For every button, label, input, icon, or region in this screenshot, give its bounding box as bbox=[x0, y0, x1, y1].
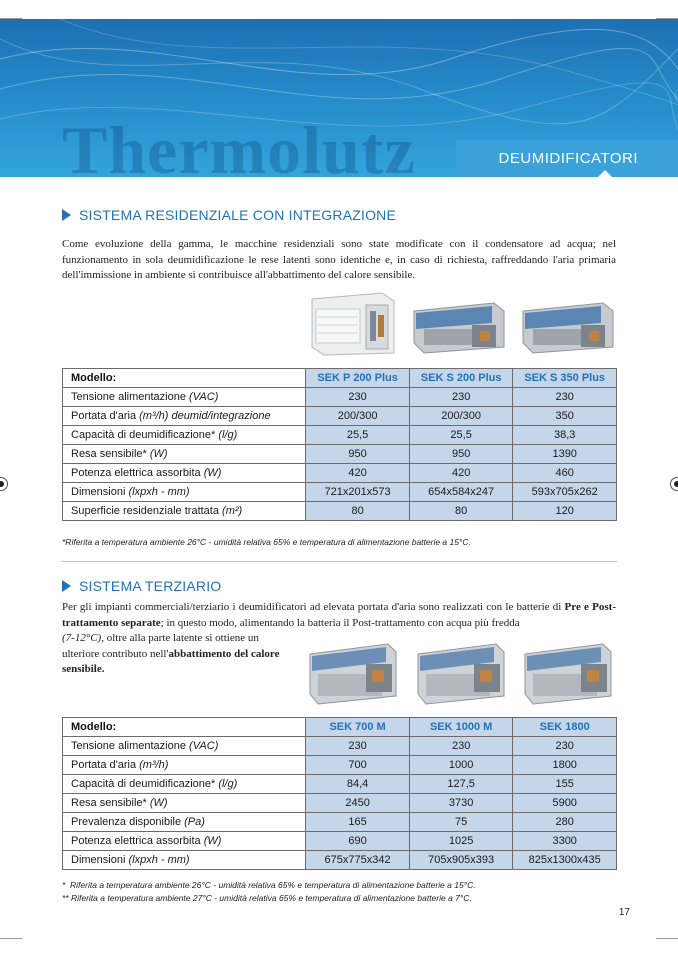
product-image-sek-1800 bbox=[521, 640, 613, 706]
residential-footnote: *Riferita a temperatura ambiente 26°C - umidità relativa 65% e temperatura di alimentazione batterie a 15°C. bbox=[62, 537, 471, 547]
table-cell: 230 bbox=[306, 737, 410, 756]
table-cell: 593x705x262 bbox=[513, 483, 617, 502]
model-header: Modello: bbox=[63, 369, 306, 388]
row-label: Resa sensibile* (W) bbox=[63, 445, 306, 464]
table-cell: 25,5 bbox=[306, 426, 410, 445]
table-row bbox=[63, 502, 617, 521]
table-cell: 2450 bbox=[306, 794, 410, 813]
product-image-sek-p-200 bbox=[304, 289, 396, 357]
table-cell: 80 bbox=[306, 502, 410, 521]
section-heading-tertiary bbox=[62, 578, 221, 594]
table-row bbox=[63, 813, 617, 832]
row-label: Dimensioni (lxpxh - mm) bbox=[63, 483, 306, 502]
table-cell: 825x1300x435 bbox=[513, 851, 617, 870]
model-name: SEK 1800 bbox=[513, 718, 617, 737]
table-cell: 690 bbox=[306, 832, 410, 851]
tertiary-footnote-2: ** Riferita a temperatura ambiente 27°C - umidità relativa 65% e temperatura di alimentazione batterie a 7°C. bbox=[62, 893, 472, 903]
model-header: Modello: bbox=[63, 718, 306, 737]
row-label: Potenza elettrica assorbita (W) bbox=[63, 464, 306, 483]
table-row bbox=[63, 756, 617, 775]
model-name: SEK P 200 Plus bbox=[306, 369, 410, 388]
tertiary-spec-table bbox=[62, 717, 617, 870]
table-cell: 200/300 bbox=[409, 407, 513, 426]
table-row bbox=[63, 426, 617, 445]
row-label: Portata d'aria (m³/h) bbox=[63, 756, 306, 775]
table-cell: 460 bbox=[513, 464, 617, 483]
tertiary-paragraph-line bbox=[62, 600, 616, 631]
table-cell: 721x201x573 bbox=[306, 483, 410, 502]
table-row bbox=[63, 483, 617, 502]
table-cell: 3730 bbox=[409, 794, 513, 813]
residential-spec-table bbox=[62, 368, 617, 521]
table-cell: 165 bbox=[306, 813, 410, 832]
table-cell: 350 bbox=[513, 407, 617, 426]
table-row bbox=[63, 737, 617, 756]
brand-watermark: Thermolutz bbox=[62, 112, 416, 177]
table-row bbox=[63, 464, 617, 483]
table-row bbox=[63, 445, 617, 464]
row-label: Dimensioni (lxpxh - mm) bbox=[63, 851, 306, 870]
model-name: SEK 700 M bbox=[306, 718, 410, 737]
table-cell: 155 bbox=[513, 775, 617, 794]
row-label: Portata d'aria (m³/h) deumid/integrazione bbox=[63, 407, 306, 426]
table-cell: 280 bbox=[513, 813, 617, 832]
product-image-sek-s-200 bbox=[410, 297, 506, 355]
model-name: SEK 1000 M bbox=[409, 718, 513, 737]
table-cell: 1025 bbox=[409, 832, 513, 851]
model-name: SEK S 350 Plus bbox=[513, 369, 617, 388]
table-cell: 3300 bbox=[513, 832, 617, 851]
paragraph-text: Per gli impianti commerciali/terziario i deumidificatori ad elevata portata d'aria sono realizzati con le batterie di Pre e Post-trattamento separate; in questo modo, alimentando la batteria il Post-trattamento con acqua più fredda bbox=[62, 601, 616, 629]
table-row bbox=[63, 832, 617, 851]
table-cell: 420 bbox=[409, 464, 513, 483]
crop-mark bbox=[656, 938, 678, 939]
row-label: Tensione alimentazione (VAC) bbox=[63, 388, 306, 407]
row-label: Capacità di deumidificazione* (l/g) bbox=[63, 426, 306, 445]
table-cell: 84,4 bbox=[306, 775, 410, 794]
table-cell: 38,3 bbox=[513, 426, 617, 445]
triangle-right-icon bbox=[62, 580, 71, 592]
table-header-row bbox=[63, 718, 617, 737]
category-notch bbox=[598, 170, 612, 177]
tertiary-footnote-1: * Riferita a temperatura ambiente 26°C - umidità relativa 65% e temperatura di alimentazione batterie a 15°C. bbox=[62, 880, 476, 890]
product-image-sek-s-350 bbox=[519, 297, 615, 355]
table-cell: 127,5 bbox=[409, 775, 513, 794]
paragraph-text: Come evoluzione della gamma, le macchine residenziali sono state modificate con il condensatore ad acqua; nel funzionamento in sola deumidificazione le rese latenti sono identiche e, in caso di richiesta, raffreddando l'aria primaria dell'immissione in ambiente si contribuisce all'abbattimento del calore sensibile. bbox=[62, 238, 616, 281]
table-cell: 80 bbox=[409, 502, 513, 521]
table-cell: 230 bbox=[409, 388, 513, 407]
table-cell: 700 bbox=[306, 756, 410, 775]
section-title: SISTEMA RESIDENZIALE CON INTEGRAZIONE bbox=[79, 207, 397, 223]
section-title: SISTEMA TERZIARIO bbox=[79, 578, 222, 594]
section-divider bbox=[62, 561, 617, 562]
table-cell: 705x905x393 bbox=[409, 851, 513, 870]
table-cell: 75 bbox=[409, 813, 513, 832]
triangle-right-icon bbox=[62, 209, 71, 221]
tertiary-paragraph-block bbox=[62, 631, 287, 678]
table-cell: 230 bbox=[306, 388, 410, 407]
row-label: Resa sensibile* (W) bbox=[63, 794, 306, 813]
table-cell: 200/300 bbox=[306, 407, 410, 426]
table-cell: 230 bbox=[513, 388, 617, 407]
table-cell: 5900 bbox=[513, 794, 617, 813]
table-cell: 120 bbox=[513, 502, 617, 521]
section-heading-residential bbox=[62, 207, 396, 223]
table-row bbox=[63, 388, 617, 407]
table-cell: 1000 bbox=[409, 756, 513, 775]
table-row bbox=[63, 794, 617, 813]
row-label: Prevalenza disponibile (Pa) bbox=[63, 813, 306, 832]
table-cell: 1390 bbox=[513, 445, 617, 464]
category-title: DEUMIDIFICATORI bbox=[498, 150, 638, 167]
row-label: Superficie residenziale trattata (m²) bbox=[63, 502, 306, 521]
table-header-row bbox=[63, 369, 617, 388]
row-label: Potenza elettrica assorbita (W) bbox=[63, 832, 306, 851]
table-row bbox=[63, 407, 617, 426]
table-cell: 25,5 bbox=[409, 426, 513, 445]
table-row bbox=[63, 851, 617, 870]
table-row bbox=[63, 775, 617, 794]
category-tab bbox=[456, 140, 678, 177]
paragraph-text: (7-12°C), oltre alla parte latente si ottiene un ulteriore contributo nell'abbattimento del calore sensibile. bbox=[62, 632, 280, 675]
registration-mark bbox=[670, 477, 678, 491]
registration-mark bbox=[0, 477, 8, 491]
page-number: 17 bbox=[618, 907, 630, 918]
table-cell: 1800 bbox=[513, 756, 617, 775]
product-image-sek-700-m bbox=[306, 640, 398, 706]
table-cell: 654x584x247 bbox=[409, 483, 513, 502]
table-cell: 230 bbox=[409, 737, 513, 756]
model-name: SEK S 200 Plus bbox=[409, 369, 513, 388]
table-cell: 230 bbox=[513, 737, 617, 756]
table-cell: 675x775x342 bbox=[306, 851, 410, 870]
row-label: Tensione alimentazione (VAC) bbox=[63, 737, 306, 756]
residential-paragraph bbox=[62, 237, 616, 284]
table-cell: 950 bbox=[306, 445, 410, 464]
product-image-sek-1000-m bbox=[414, 640, 506, 706]
table-cell: 420 bbox=[306, 464, 410, 483]
crop-mark bbox=[0, 938, 22, 939]
row-label: Capacità di deumidificazione* (l/g) bbox=[63, 775, 306, 794]
table-cell: 950 bbox=[409, 445, 513, 464]
